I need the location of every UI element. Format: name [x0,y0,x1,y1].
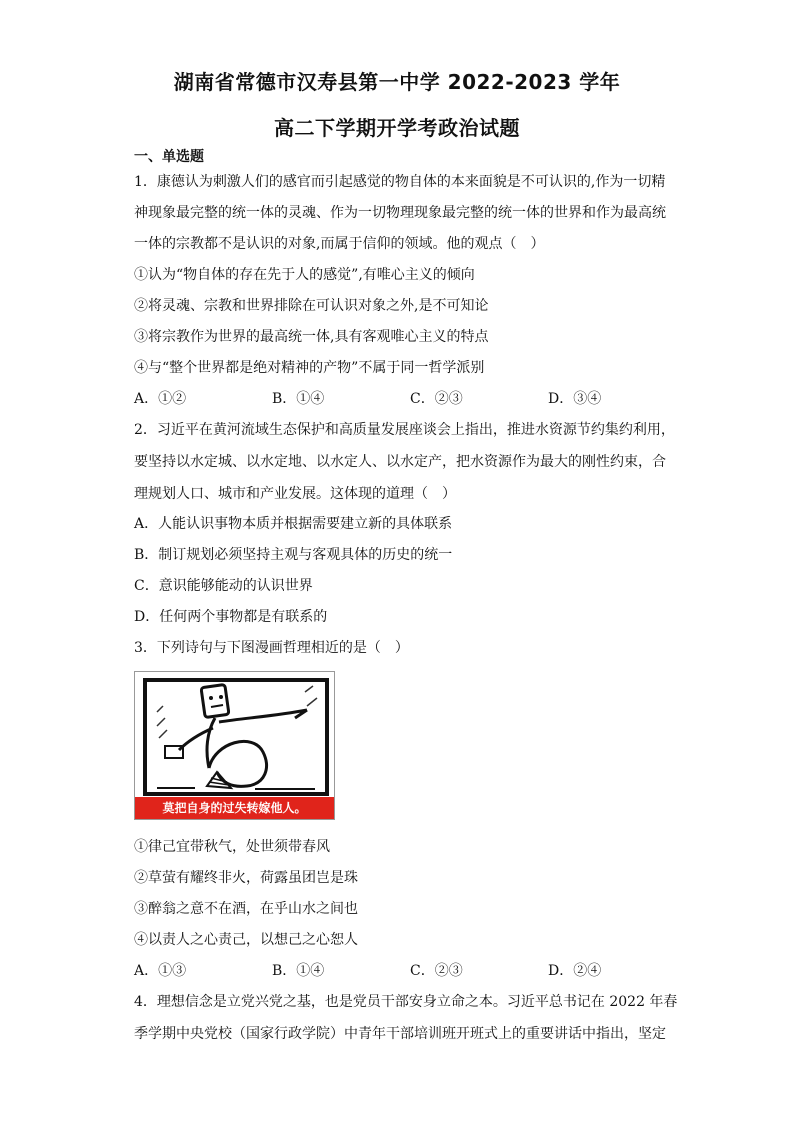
q2-choice-b[interactable]: B．制订规划必须坚持主观与客观具体的历史的统一 [134,547,453,563]
q2-choice-a[interactable]: A．人能认识事物本质并根据需要建立新的具体联系 [134,516,453,532]
q3-statement: ④以责人之心责己，以想己之心恕人 [134,932,358,948]
q3-option-c[interactable]: C．②③ [410,963,463,979]
q4-stem-line: 季学期中央党校（国家行政学院）中青年干部培训班开班式上的重要讲话中指出，坚定 [134,1026,666,1042]
q3-statement: ②草萤有耀终非火，荷露虽团岂是珠 [134,870,358,886]
cartoon-head [201,684,229,717]
q3-option-b[interactable]: B．①④ [272,963,325,979]
q3-option-a[interactable]: A．①③ [134,963,187,979]
q1-option-c[interactable]: C．②③ [410,391,463,407]
q2-choice-d[interactable]: D．任何两个事物都是有联系的 [134,609,328,625]
q2-choice-c[interactable]: C．意识能够能动的认识世界 [134,578,313,594]
cartoon-eye [209,696,213,700]
q1-statement: ④与“整个世界都是绝对精神的产物”不属于同一哲学派别 [134,360,485,376]
q1-stem-line: 一体的宗教都不是认识的对象,而属于信仰的领域。他的观点（ ） [134,236,545,252]
q1-statement: ③将宗教作为世界的最高统一体,具有客观唯心主义的特点 [134,329,489,345]
q3-statement: ③醉翁之意不在酒，在乎山水之间也 [134,901,358,917]
exam-title-line1: 湖南省常德市汉寿县第一中学 2022-2023 学年 [173,70,621,94]
q1-stem-line: 神现象最完整的统一体的灵魂、作为一切物理现象最完整的统一体的世界和作为最高统 [134,205,666,221]
cartoon-eye [219,695,223,699]
cartoon-drawing [135,672,335,800]
q1-statement: ①认为“物自体的存在先于人的感觉”,有唯心主义的倾向 [134,267,475,283]
cartoon-illustration [134,671,335,820]
q2-stem-line: 要坚持以水定城、以水定地、以水定人、以水定产，把水资源作为最大的刚性约束，合 [134,454,666,470]
cartoon-frame [145,680,327,794]
exam-title-line2: 高二下学期开学考政治试题 [274,116,520,140]
q1-option-a[interactable]: A．①② [134,391,187,407]
q4-stem-line: 4．理想信念是立党兴党之基，也是党员干部安身立命之本。习近平总书记在 2022 年春 [134,994,678,1010]
q3-option-d[interactable]: D．②④ [548,963,602,979]
q1-stem-line: 1．康德认为刺激人们的感官而引起感觉的物自体的本来面貌是不可认识的,作为一切精 [134,174,666,190]
section-heading: 一、单选题 [134,149,204,165]
q1-option-d[interactable]: D．③④ [548,391,602,407]
cartoon-pointing-arm [219,710,307,722]
cartoon-mouth [211,705,223,707]
cartoon-ground [157,788,315,789]
q3-statement: ①律己宜带秋气，处世须带春风 [134,839,330,855]
cartoon-caption: 莫把自身的过失转嫁他人。 [135,797,334,819]
q2-stem-line: 理规划人口、城市和产业发展。这体现的道理（ ） [134,486,456,502]
q1-statement: ②将灵魂、宗教和世界排除在可认识对象之外,是不可知论 [134,298,489,314]
q3-stem-line: 3．下列诗句与下图漫画哲理相近的是（ ） [134,640,409,656]
q2-stem-line: 2．习近平在黄河流域生态保护和高质量发展座谈会上指出，推进水资源节约集约利用， [134,422,675,438]
q1-option-b[interactable]: B．①④ [272,391,325,407]
